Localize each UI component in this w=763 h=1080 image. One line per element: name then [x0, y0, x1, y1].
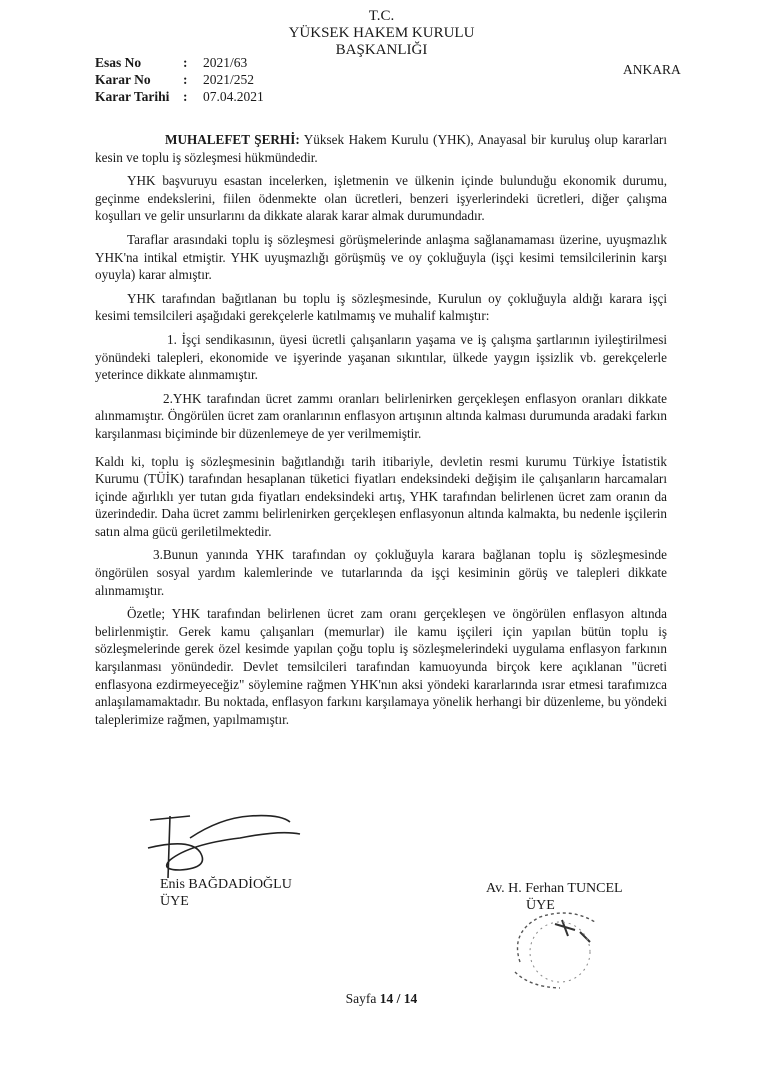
dissent-title: MUHALEFET ŞERHİ: — [165, 132, 300, 147]
separator: : — [183, 89, 188, 104]
karar-label: Karar No — [95, 72, 151, 87]
paragraph-3: Taraflar arasındaki toplu iş sözleşmesi görüşmelerinde anlaşma sağlanamaması üzerine, uyuşmazlık YHK'na intikal etmiştir. YHK uyuşmazlığı görüşmüş ve oy çokluğuyla (işçi kesimi temsilcilerinin karşı oyuyla) karar almıştır. — [95, 231, 667, 283]
esas-row — [95, 54, 264, 71]
paragraph-item-2: 2.YHK tarafından ücret zammı oranları belirlenirken gerçekleşen enflasyon oranları dikkate alınmamıştır. Öngörülen ücret zam oranlarının enflasyon artışının altında kalması durumunda aradaki farkın karşılanması biçiminde bir düzenlemeye de yer verilmemiştir. — [95, 390, 667, 441]
paragraph-intro — [95, 131, 667, 166]
page-number-value: 14 / 14 — [379, 991, 418, 1006]
paragraph-item-1: 1. İşçi sendikasının, üyesi ücretli çalışanların yaşama ve iş çalışma şartlarının iyileştirilmesi yönündeki talepleri, ekonomide ve işyerinde yaşanan sıkıntılar, ülkede yaygın işsizlik vb. gerekçelerle yeterince dikkate alınmamıştır. — [95, 331, 667, 383]
case-meta — [95, 54, 264, 105]
header-tc: T.C. — [368, 8, 395, 24]
tarih-row — [95, 88, 264, 105]
header-presidency: BAŞKANLIĞI — [335, 42, 428, 58]
stamp-icon — [500, 902, 620, 992]
karar-row — [95, 71, 264, 88]
signature-right — [486, 880, 623, 914]
paragraph-1-text: Yüksek Hakem Kurulu (YHK), Anayasal bir kuruluş olup kararları kesin ve toplu iş sözleşmesi hükmündedir. — [95, 132, 667, 165]
paragraph-2: YHK başvuruyu esastan incelerken, işletmenin ve ülkenin içinde bulunduğu ekonomik durumu, geçinme endekslerini, fiilen ödenmekte olan ücretleri, benzeri işyerlerindeki ücretleri, diğer çalışma koşulları ve gelir unsurlarını da dikkate alarak karar almak durumundadır. — [95, 173, 667, 224]
signature-right-title: ÜYE — [526, 898, 555, 913]
paragraph-4: YHK tarafından bağıtlanan bu toplu iş sözleşmesinde, Kurulun oy çokluğuyla aldığı karara işçi kesimi temsilcileri aşağıdaki gerekçelerle katılmamış ve muhalif kalmıştır: — [95, 290, 667, 324]
city: ANKARA — [623, 62, 681, 77]
page-number — [0, 991, 763, 1007]
karar-value: 2021/252 — [203, 72, 255, 87]
paragraph-summary: Özetle; YHK tarafından belirlenen ücret zam oranı gerçekleşen ve öngörülen enflasyon altında belirlenmiştir. Gerek kamu çalışanları (memurlar) ile kamu işçileri için yapılan bütün toplu iş sözleşmelerinde gerek özel kesimde yapılan çoğu toplu iş sözleşmelerindeki uygulama enflasyon farkının karşılanması yönündedir. Devlet temsilcileri tarafından kamuoyunda birçok kere açıklanan "ücreti enflasyona ezdirmeyeceğiz" söylemine rağmen YHK'nın aksi yöndeki kararlarında ısrar etmesi tarafımızca anlaşılamamaktadır. Bu noktada, enflasyon farkını karşılamaya yönelik herhangi bir düzenleme, bu yöndeki taleplerimize rağmen, yapılmamıştır. — [95, 606, 667, 727]
page-prefix: Sayfa — [345, 991, 380, 1006]
tarih-label: Karar Tarihi — [95, 89, 170, 104]
paragraph-item-3: 3.Bunun yanında YHK tarafından oy çokluğuyla karara bağlanan toplu iş sözleşmesinde öngörülen sosyal yardım kalemlerinde ve tutarlarında da işçi kesiminin görüş ve talepleri dikkate alınmamıştır. — [95, 547, 667, 598]
paragraph-5: Kaldı ki, toplu iş sözleşmesinin bağıtlandığı tarih itibariyle, devletin resmi kurumu Türkiye İstatistik Kurumu (TÜİK) tarafından hesaplanan tüketici fiyatları endeksindeki değişim ile çalışanların harcamaları içinde ağırlıklı yer tutan gıda fiyatları endeksindeki artış, YHK tarafından belirlenen ücret zam oranın da üzerindedir. Daha ücret zammı belirlenirken gerçekleşen enflasyonun altında kalmakta, bu nedenle işçilerin satın alma gücü geriletilmektedir. — [95, 453, 667, 539]
header-institution: YÜKSEK HAKEM KURULU — [288, 25, 475, 41]
signature-left-title: ÜYE — [160, 894, 189, 909]
signature-left — [160, 876, 292, 910]
separator: : — [183, 72, 188, 87]
separator: : — [183, 55, 188, 70]
esas-label: Esas No — [95, 55, 142, 70]
signature-right-name: Av. H. Ferhan TUNCEL — [486, 881, 623, 896]
tarih-value: 07.04.2021 — [203, 89, 264, 104]
esas-value: 2021/63 — [203, 55, 248, 70]
signature-left-name: Enis BAĞDADİOĞLU — [160, 877, 292, 892]
document-body — [95, 125, 667, 734]
